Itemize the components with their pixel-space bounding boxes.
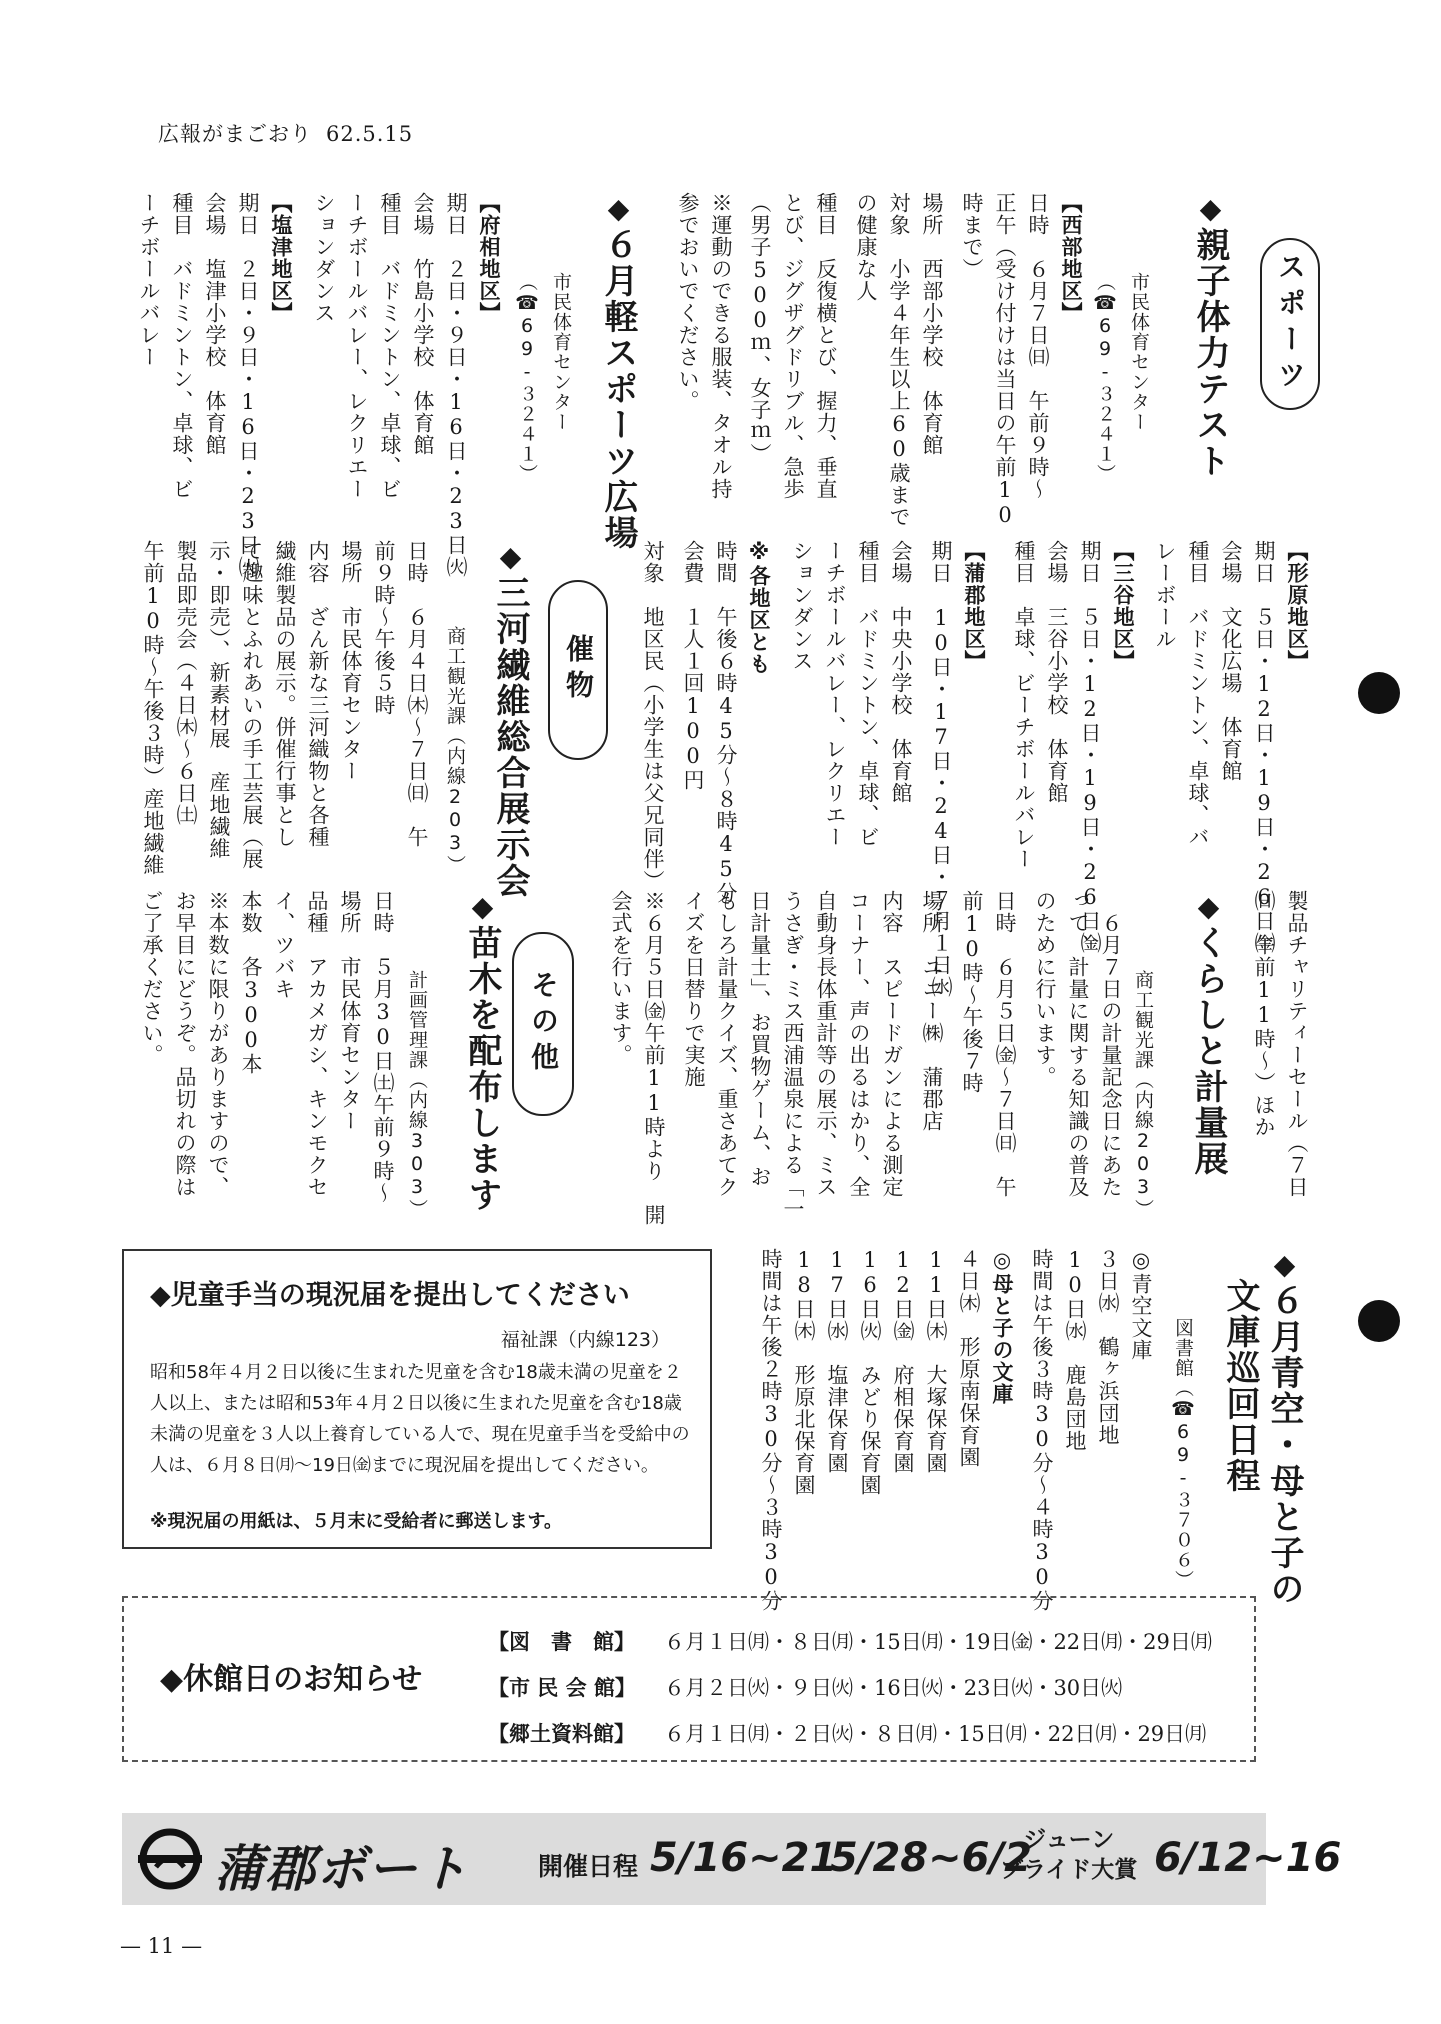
kurashi-line: イズを日替りで実施 [682, 890, 706, 1088]
gamagori-line: 会場 中央小学校 体育館 [889, 540, 913, 804]
naegi-line: 品種 アカメガシ、キンモクセ [305, 890, 329, 1198]
karui-dept: 市民体育センター [550, 272, 572, 432]
bunko-dept: 図書館（☎69-３７０６） [1172, 1318, 1194, 1590]
seni-line: 示・即売）、新素材展 産地繊維 [207, 540, 231, 860]
seibu-line: 時まで） [960, 192, 984, 280]
hahako-line: ４日㈭ 形原南保育園 [957, 1248, 981, 1468]
hahako-line: 11日㈭ 大塚保育園 [924, 1248, 948, 1474]
aozora-line: ３日㈬ 鶴ヶ浜団地 [1096, 1248, 1120, 1446]
naegi-line: お早目にどうぞ。品切れの際は [173, 890, 197, 1198]
naegi-line: 日時 ５月30日㈯午前９時～ [371, 890, 395, 1204]
miya-heading: 【三谷地区】 [1111, 540, 1135, 672]
closed-days-row [488, 1718, 1206, 1748]
naegi-dept: 計画管理課（内線303） [406, 970, 428, 1219]
facility-name: 【郷土資料館】 [488, 1722, 635, 1746]
section-title-bunko-2: 文庫巡回日程 [1220, 1278, 1260, 1494]
boat-name: 蒲郡ボート [214, 1840, 469, 1898]
boat-logo-icon [138, 1827, 202, 1891]
child-allowance-notice [122, 1249, 712, 1549]
facility-dates: ６月１日㈪・２日㈫・８日㈪・15日㈪・22日㈪・29日㈪ [664, 1722, 1207, 1746]
kurashi-line: 日時 ６月５日㈮～７日㈰ 午 [993, 890, 1017, 1198]
kurashi-line: もしろ計量クイズ、重さあてク [715, 890, 739, 1198]
newsletter-title: 広報がまごおり [158, 122, 312, 146]
shiotsu-line: 種目 バドミントン、卓球、ビ [170, 192, 194, 500]
shiotsu-line: 会場 塩津小学校 体育館 [203, 192, 227, 456]
katahara-heading: 【形原地区】 [1285, 540, 1309, 672]
gamagori-line: 期日 10日・17日・24日・７月１日㈬ [929, 540, 953, 998]
seibu-line: 対象 小学４年生以上60歳まで [887, 192, 911, 528]
binder-hole [1358, 1300, 1400, 1342]
seibu-line: ※運動のできる服装、タオル持 [709, 192, 733, 500]
category-other: その他 [512, 932, 574, 1116]
kurashi-line: 場所 ユニー㈱ 蒲郡店 [920, 890, 944, 1132]
kurashi-line: ※６月５日㈮午前11時より 開 [642, 890, 666, 1226]
all-districts-heading: ※各地区とも [747, 540, 771, 675]
seni-line: 日時 ６月４日㈭～７日㈰ 午 [405, 540, 429, 848]
naegi-line: 場所 市民体育センター [338, 890, 362, 1132]
seibu-line: 種目 反復横とび、握力、垂直 [814, 192, 838, 500]
race-dates-2: 5/28~6/2 [830, 1835, 1032, 1881]
hahako-line: 18日㈭ 形原北保育園 [792, 1248, 816, 1496]
seni-line: 内容 ざん新な三河織物と各種 [306, 540, 330, 848]
gamagori-line: 種目 バドミントン、卓球、ビ [856, 540, 880, 848]
gamagori-line: ションダンス [790, 540, 814, 672]
kurashi-line: 前10時～午後７時 [960, 890, 984, 1094]
seni-dept: 商工観光課（内線203） [444, 626, 466, 875]
naegi-line: 本数 各300本 [239, 890, 263, 1075]
boat-race-banner [122, 1813, 1342, 1905]
kurashi-line: のために行います。 [1033, 890, 1057, 1088]
all-districts-line: 対象 地区民（小学生は父兄同伴） [641, 540, 665, 892]
shiotsu-line: 期日 ２日・９日・16日・23日㈫ [236, 192, 260, 578]
issue-date: 62.5.15 [326, 122, 414, 146]
seibu-line: とび、ジグザグドリブル、急歩 [781, 192, 805, 500]
katahara-line: レーボール [1153, 540, 1177, 650]
seibu-line: 日時 ６月７日㈰ 午前９時～ [1026, 192, 1050, 500]
shiotsu-line: ーチボールバレー [137, 192, 161, 368]
closed-days-title: ◆休館日のお知らせ [160, 1662, 423, 1697]
kurashi-line: 会式を行います。 [609, 890, 633, 1066]
seni-line: 製品即売会（４日㈭～６日㈯ [174, 540, 198, 826]
category-sports: スポーツ [1260, 238, 1320, 410]
kurashi-line: うさぎ・ミス西浦温泉による「一 [781, 890, 805, 1220]
section-title-bunko: ◆６月青空・母と子の [1264, 1248, 1304, 1607]
kurashi-line: 内容 スピードガンによる測定 [880, 890, 904, 1198]
all-districts-line: 会費 １人１回100円 [681, 540, 705, 791]
race-dates-3: 6/12~16 [1154, 1835, 1342, 1881]
shiotsu-heading: 【塩津地区】 [269, 192, 293, 324]
closed-days-notice [122, 1596, 1256, 1762]
aozora-heading: ◎青空文庫 [1129, 1248, 1153, 1361]
seibu-line: 場所 西部小学校 体育館 [920, 192, 944, 456]
kurashi-dept: 商工観光課（内線203） [1132, 970, 1154, 1219]
notice-title: ◆児童手当の現況届を提出してください [150, 1280, 630, 1311]
miya-line: 種目 卓球、ビーチボールバレー [1012, 540, 1036, 870]
hahako-line: 17日㈬ 塩津保育園 [825, 1248, 849, 1474]
section-title-naegi: ◆苗木を配布します [462, 890, 502, 1213]
fusou-line: 種目 バドミントン、卓球、ビ [378, 192, 402, 500]
aozora-line: 10日㈬ 鹿島団地 [1063, 1248, 1087, 1452]
section-title-karui: ◆６月軽スポーツ広場 [598, 192, 638, 551]
katahara-line: 会場 文化広場 体育館 [1219, 540, 1243, 782]
facility-name: 【図 書 館】 [488, 1630, 635, 1654]
karui-tel: （☎69-３２４１） [516, 272, 538, 484]
race-dates-1: 5/16~21 [650, 1835, 838, 1881]
hahako-line: 12日㈮ 府相保育園 [891, 1248, 915, 1474]
section-title-kurashi: ◆くらしと計量展 [1188, 890, 1228, 1177]
hahako-line: 16日㈫ みどり保育園 [858, 1248, 882, 1496]
miya-line: 会場 三谷小学校 体育館 [1045, 540, 1069, 804]
page-header [158, 118, 413, 148]
seni-line: 午前10時～午後３時）産地繊維 [141, 540, 165, 876]
notice-dept: 福祉課（内線123） [500, 1329, 670, 1351]
seibu-line: の健康な人 [854, 192, 878, 302]
kurashi-line: って、計量に関する知識の普及 [1066, 890, 1090, 1198]
seni-line: ㈰ 午前11時～）ほか [1252, 890, 1276, 1138]
katahara-line: 種目 バドミントン、卓球、バ [1186, 540, 1210, 848]
seni-line: 製品チャリティーセール（７日 [1285, 890, 1309, 1198]
hahako-heading: ◎母と子の文庫 [990, 1248, 1014, 1405]
naegi-line: ご了承ください。 [140, 890, 164, 1066]
section-title-oyako: ◆親子体力テスト [1190, 192, 1230, 479]
schedule-label: 開催日程 [538, 1852, 639, 1881]
fusou-line: 会場 竹島小学校 体育館 [411, 192, 435, 456]
fusou-line: 期日 ２日・９日・16日・23日㈫ [444, 192, 468, 578]
naegi-line: ※本数に限りがありますので、 [206, 890, 230, 1198]
category-events: 催物 [548, 580, 608, 760]
gamagori-heading: 【蒲郡地区】 [962, 540, 986, 672]
page-number: — 11 — [120, 1934, 203, 1958]
seni-line: 場所 市民体育センター [339, 540, 363, 782]
fusou-line: ションダンス [312, 192, 336, 324]
oyako-tel: （☎69-３２４１） [1094, 272, 1116, 484]
katahara-line: 期日 ５日・12日・19日・26日㈮ [1252, 540, 1276, 954]
hahako-line: 時間は午後２時30分～３時30分 [759, 1248, 783, 1612]
naegi-line: イ、ツバキ [272, 890, 296, 1000]
miya-line: 期日 ５日・12日・19日・26日㈮ [1078, 540, 1102, 954]
section-title-seni: ◆三河繊維総合展示会 [490, 540, 530, 899]
seibu-line: 正午（受け付けは当日の午前10 [993, 192, 1017, 528]
gamagori-line: ーチボールバレー、レクリエー [823, 540, 847, 848]
oyako-dept: 市民体育センター [1128, 272, 1150, 432]
kurashi-line: 日計量士」、お買物ゲーム、お [748, 890, 772, 1188]
closed-days-row [488, 1672, 1122, 1702]
facility-dates: ６月１日㈪・８日㈪・15日㈪・19日㈮・22日㈪・29日㈪ [664, 1630, 1212, 1654]
seni-line: 前９時～午後５時 [372, 540, 396, 716]
seibu-heading: 【西部地区】 [1059, 192, 1083, 324]
closed-days-row [488, 1626, 1212, 1656]
aozora-line: 時間は午後３時30分～４時30分 [1030, 1248, 1054, 1612]
seibu-line: 参でおいでください。 [676, 192, 700, 412]
kurashi-line: ６月７日の計量記念日にあた [1099, 912, 1123, 1198]
seni-line: て趣味とふれあいの手工芸展（展 [240, 540, 264, 870]
fusou-line: ーチボールバレー、レクリエー [345, 192, 369, 500]
facility-dates: ６月２日㈫・９日㈫・16日㈫・23日㈫・30日㈫ [664, 1676, 1123, 1700]
notice-text: 昭和58年４月２日以後に生まれた児童を含む18歳未満の児童を２人以上、または昭和53年４月２日以後に生まれた児童を含む18歳未満の児童を３人以上養育している人で、現在児童手当を受給中の人は、６月８日㈪～19日㈮までに現況届を提出してください。 [150, 1362, 690, 1476]
binder-hole [1358, 672, 1400, 714]
june-bride-label: ジューン ブライド大賞 [1000, 1827, 1138, 1883]
all-districts-line: 時間 午後６時45分～８時45分 [714, 540, 738, 904]
fusou-heading: 【府相地区】 [477, 192, 501, 324]
seni-line: 繊維製品の展示。併催行事とし [273, 540, 297, 848]
facility-name: 【市 民 会 館】 [488, 1676, 636, 1700]
kurashi-line: コーナー、声の出るはかり、全 [847, 890, 871, 1198]
seibu-line: （男子500ｍ、女子ｍ） [748, 192, 772, 465]
kurashi-line: 自動身長体重計等の展示、ミス [814, 890, 838, 1198]
notice-note: ※現況届の用紙は、５月末に受給者に郵送します。 [150, 1511, 563, 1532]
